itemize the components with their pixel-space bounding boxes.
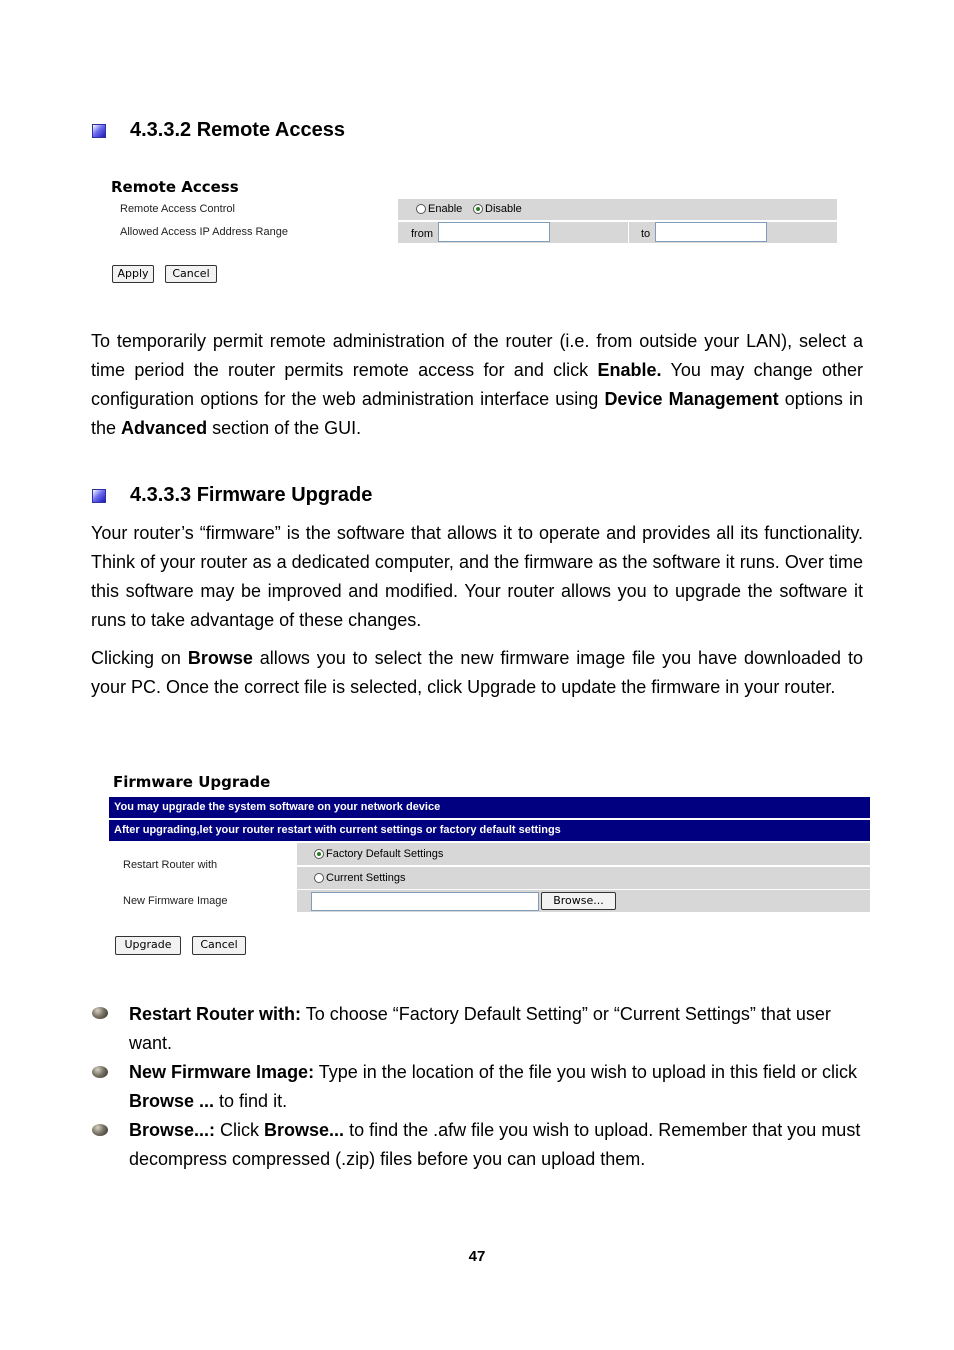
- factory-default-row: [297, 843, 870, 865]
- page-number: 47: [468, 1248, 486, 1265]
- enable-radio[interactable]: [416, 204, 426, 214]
- bullet-new-firmware-image: New Firmware Image: Type in the location of the file you wish to upload in this field or click Browse ... to find it.: [129, 1062, 858, 1111]
- disable-radio[interactable]: [473, 204, 483, 214]
- upgrade-button[interactable]: Upgrade: [115, 936, 181, 955]
- current-settings-option[interactable]: Current Settings: [314, 872, 405, 884]
- to-ip-input[interactable]: [655, 222, 767, 242]
- heading-text: 4.3.3.2 Remote Access: [130, 119, 345, 141]
- cancel-button[interactable]: Cancel: [165, 265, 217, 283]
- new-firmware-image-label: New Firmware Image: [123, 895, 228, 907]
- factory-default-radio[interactable]: [314, 849, 324, 859]
- browse-button[interactable]: Browse...: [541, 892, 616, 910]
- remote-access-panel-title: Remote Access: [111, 178, 239, 196]
- from-ip-input[interactable]: [438, 222, 550, 242]
- ip-range-label: Allowed Access IP Address Range: [120, 226, 288, 238]
- remote-access-control-label: Remote Access Control: [120, 203, 235, 215]
- column-divider: [628, 222, 629, 243]
- disable-option[interactable]: Disable: [473, 203, 522, 215]
- to-label: to: [641, 228, 651, 240]
- firmware-description: Your router’s “firmware” is the software that allows it to operate and provides all its functionality. Think of your router as a dedicated computer, and the firmware as the software it runs. Over time this software may be improved and modified. Your router allows you to upgrade the software it runs to take advantage of these changes.: [91, 523, 863, 630]
- remote-access-description: To temporarily permit remote administration of the router (i.e. from outside your LAN), select a time period the router permits remote access for and click Enable. You may change other configuration options for the web administration interface using Device Management options in the Advanced section of the GUI.: [91, 331, 863, 438]
- factory-default-option[interactable]: Factory Default Settings: [314, 848, 443, 860]
- from-label: from: [411, 228, 433, 240]
- apply-button[interactable]: Apply: [112, 265, 154, 283]
- info-bar-1: You may upgrade the system software on your network device: [109, 797, 870, 818]
- remote-access-control-row: [398, 199, 837, 220]
- firmware-file-input[interactable]: [311, 892, 539, 911]
- section-heading-remote-access: [92, 119, 345, 142]
- square-bullet-icon: [92, 124, 106, 138]
- square-bullet-icon: [92, 489, 106, 503]
- browse-description: Clicking on Browse allows you to select the new firmware image file you have downloaded to your PC. Once the correct file is selected, click Upgrade to update the firmware in your router.: [91, 648, 863, 697]
- bullet-restart-router: Restart Router with: To choose “Factory Default Setting” or “Current Settings” that user want.: [129, 1004, 831, 1053]
- cancel-button[interactable]: Cancel: [192, 936, 246, 955]
- round-bullet-icon: [92, 1066, 108, 1078]
- section-heading-firmware-upgrade: [92, 484, 372, 507]
- current-settings-row: [297, 867, 870, 889]
- round-bullet-icon: [92, 1124, 108, 1136]
- info-bar-2: After upgrading,let your router restart with current settings or factory default settings: [109, 820, 870, 841]
- current-settings-radio[interactable]: [314, 873, 324, 883]
- round-bullet-icon: [92, 1007, 108, 1019]
- bullet-browse: Browse...: Click Browse... to find the .afw file you wish to upload. Remember that you must decompress compressed (.zip) files before you can upload them.: [129, 1120, 861, 1169]
- heading-text: 4.3.3.3 Firmware Upgrade: [130, 484, 373, 506]
- enable-option[interactable]: Enable: [416, 203, 462, 215]
- firmware-upgrade-panel-title: Firmware Upgrade: [113, 773, 271, 791]
- restart-router-label: Restart Router with: [123, 859, 218, 871]
